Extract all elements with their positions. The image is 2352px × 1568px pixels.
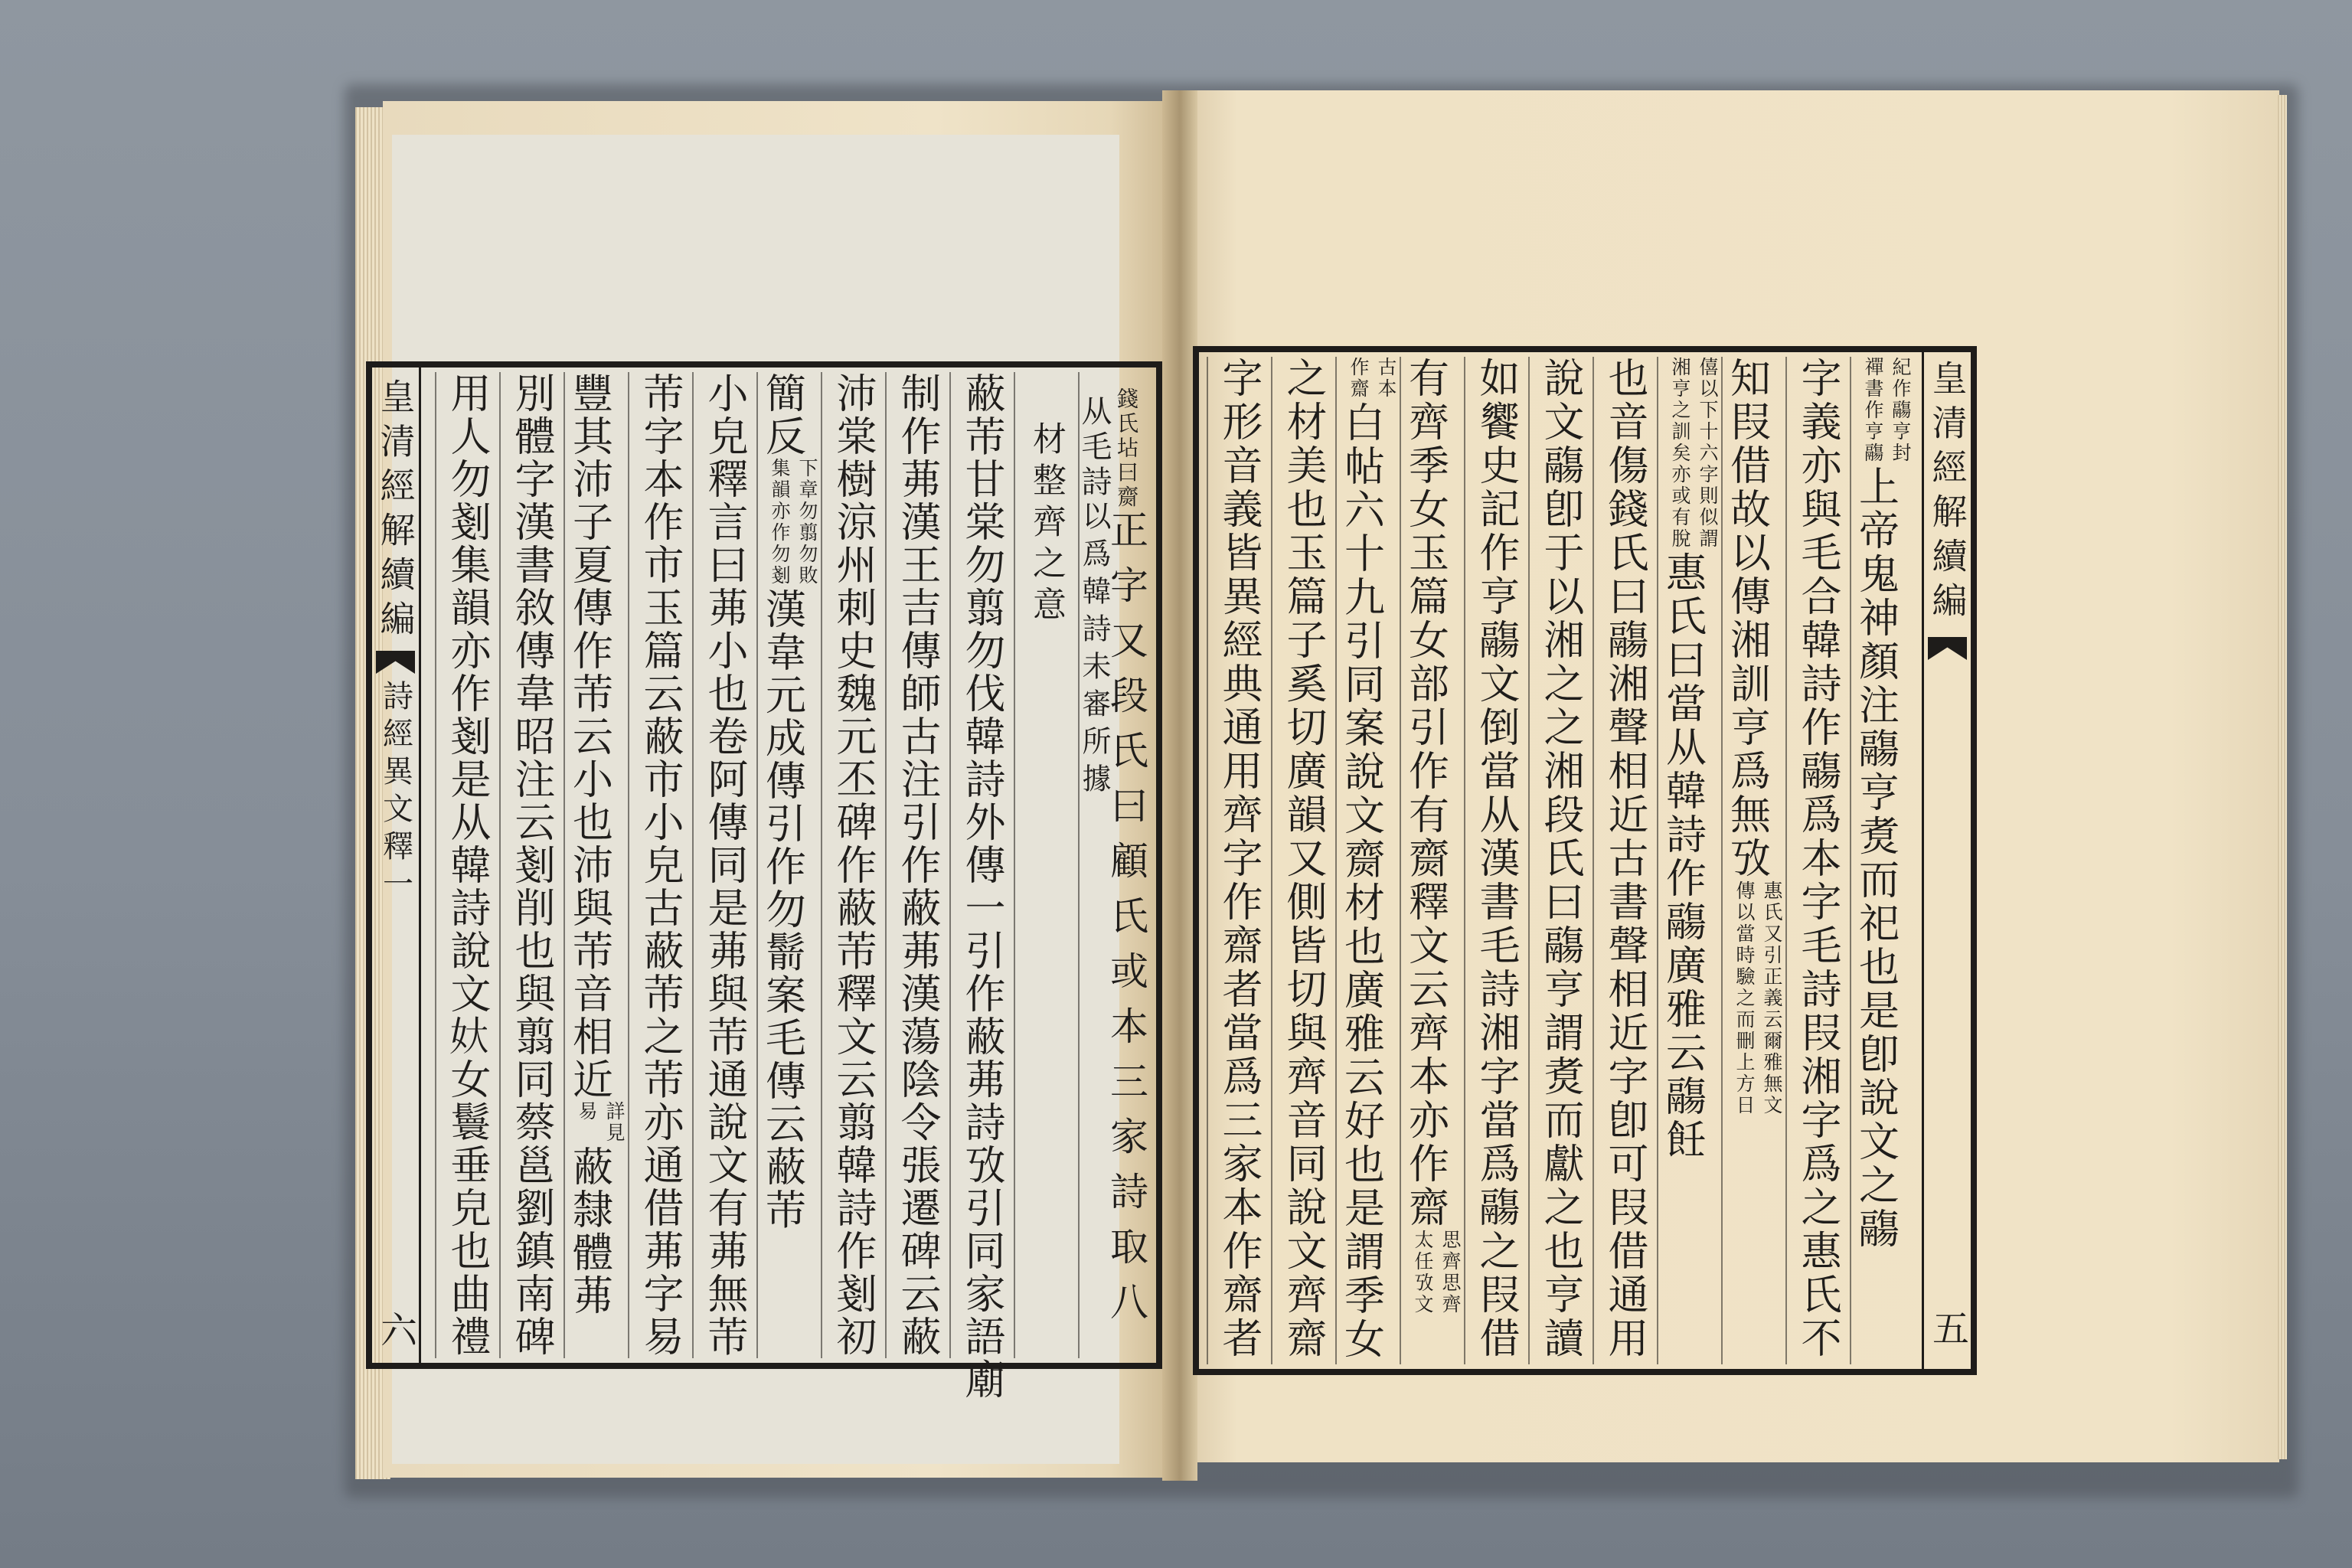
main-text: 惠氏曰當从韓詩作鬺廣雅云鬺飪 <box>1659 551 1707 1162</box>
text-column <box>949 372 1014 1401</box>
text-column <box>1850 357 1914 1364</box>
annotation-note: 僖以下十六字則似謂湘亨之訓矣亦或有脫 <box>1669 357 1719 550</box>
main-text: 也音傷錢氏曰鬺湘聲相近古書聲相近字卽可叚借通用 <box>1602 357 1648 1361</box>
right-page-text-frame <box>1193 346 1977 1375</box>
left-page-text-frame <box>366 361 1162 1401</box>
main-text: 从毛詩 <box>1076 395 1112 501</box>
text-column-split <box>1076 372 1148 1358</box>
main-text: 字形音義皆異經典通用齊字作齋者當爲三家本作齋者 <box>1216 357 1263 1361</box>
annotation-small-text: 以爲韓詩未審所據 <box>1077 501 1111 801</box>
annotation-small-text: 錢氏坫曰齌 <box>1114 387 1139 510</box>
text-column <box>499 372 564 1358</box>
annotation-note: 詳見易 <box>576 1101 626 1144</box>
fishtail-mark <box>376 651 415 674</box>
right-page-columns <box>1199 352 1922 1369</box>
fishtail-mark <box>1928 637 1967 660</box>
text-column <box>1400 357 1464 1364</box>
text-column <box>1592 357 1657 1364</box>
annotation-note: 古本作齋 <box>1348 357 1397 400</box>
main-text: 豐其沛子夏傳作芾云小也沛與芾音相近 <box>566 372 613 1101</box>
annotation-note: 思齊思齊太任攷文 <box>1412 1230 1462 1315</box>
margin-page-number: 五 <box>1926 1309 1969 1346</box>
main-text: 知叚借故以傳湘訓亨爲無攷 <box>1723 357 1771 880</box>
text-column <box>435 372 499 1358</box>
text-column <box>1335 357 1400 1364</box>
text-column <box>1785 357 1850 1364</box>
margin-page-number: 六 <box>374 1311 417 1348</box>
text-column <box>885 372 949 1358</box>
text-column <box>1657 357 1721 1364</box>
text-column <box>1014 372 1078 1358</box>
main-text: 有齊季女玉篇女部引作有齌釋文云齊本亦作齋 <box>1402 357 1449 1230</box>
text-column <box>756 372 821 1358</box>
text-column <box>1271 357 1335 1364</box>
main-text: 漢韋元成傳引作勿鬋案毛傳云蔽芾 <box>759 588 806 1231</box>
text-column <box>692 372 756 1358</box>
main-text: 蔽芾甘棠勿翦勿伐韓詩外傳一引作蔽茀詩攷引同家語廟 <box>959 372 1005 1401</box>
text-column <box>564 372 628 1358</box>
main-text: 蔽隸體茀 <box>566 1145 613 1317</box>
text-column <box>1528 357 1592 1364</box>
main-text: 芾字本作市玉篇云蔽市小皃古蔽芾之芾亦通借茀字易 <box>637 372 684 1358</box>
main-text: 小皃釋言曰茀小也卷阿傳同是茀與芾通說文有茀無芾 <box>701 372 748 1358</box>
text-column <box>1207 357 1271 1364</box>
sub-column-right <box>1104 372 1148 1358</box>
main-text: 正字又段氏曰顧氏或本三家詩取八 <box>1104 510 1148 1337</box>
text-column <box>628 372 692 1358</box>
left-page-columns <box>421 368 1156 1401</box>
text-column <box>821 372 885 1358</box>
main-text: 簡反 <box>759 372 806 458</box>
text-column <box>1721 357 1785 1364</box>
text-column <box>1464 357 1528 1364</box>
annotation-note: 紀作鬺亨封禪書作亨鬺 <box>1862 357 1912 464</box>
main-text: 用人勿剗集韻亦作剗是从韓詩說文𡚻女鬟垂皃也曲禮 <box>444 372 491 1358</box>
main-text: 字義亦與毛合韓詩作鬺爲本字毛詩叚湘字爲之惠氏不 <box>1795 357 1841 1361</box>
main-text: 制作茀漢王吉傳師古注引作蔽茀漢蕩陰令張遷碑云蔽 <box>894 372 941 1358</box>
main-text: 沛棠樹涼州刺史魏元丕碑作蔽芾釋文云翦韓詩作剗初 <box>830 372 877 1358</box>
main-text: 白帖六十九引同案說文齌材也廣雅云好也是謂季女 <box>1338 401 1385 1361</box>
annotation-note: 下章勿翦勿敗集韻亦作勿剗 <box>769 458 818 586</box>
left-page-margin-column <box>372 368 421 1363</box>
main-text: 上帝鬼神顏注鬺亨煑而祀也是卽說文之鬺 <box>1852 466 1900 1251</box>
main-text: 材整齊之意 <box>1027 421 1066 628</box>
margin-book-title: 皇清經解續編 <box>374 378 416 645</box>
right-page-margin-column <box>1922 352 1971 1369</box>
margin-section-title: 詩經異文釋一 <box>377 680 413 905</box>
page-edges-right <box>2278 95 2287 1459</box>
main-text: 如饗史記作亨鬺文倒當从漢書毛詩湘字當爲鬺之叚借 <box>1473 357 1520 1361</box>
main-text: 別體字漢書敘傳韋昭注云剗削也與翦同蔡邕劉鎮南碑 <box>508 372 555 1358</box>
margin-book-title: 皇清經解續編 <box>1926 360 1968 626</box>
main-text: 之材美也玉篇子奚切廣韻又側皆切與齊音同說文齊齋 <box>1280 357 1327 1361</box>
main-text: 說文鬺卽于以湘之之湘段氏曰鬺亨謂煑而獻之也亨讀 <box>1537 357 1584 1361</box>
annotation-note: 惠氏又引正義云爾雅無文傳以當時驗之而刪上方日 <box>1733 880 1783 1116</box>
